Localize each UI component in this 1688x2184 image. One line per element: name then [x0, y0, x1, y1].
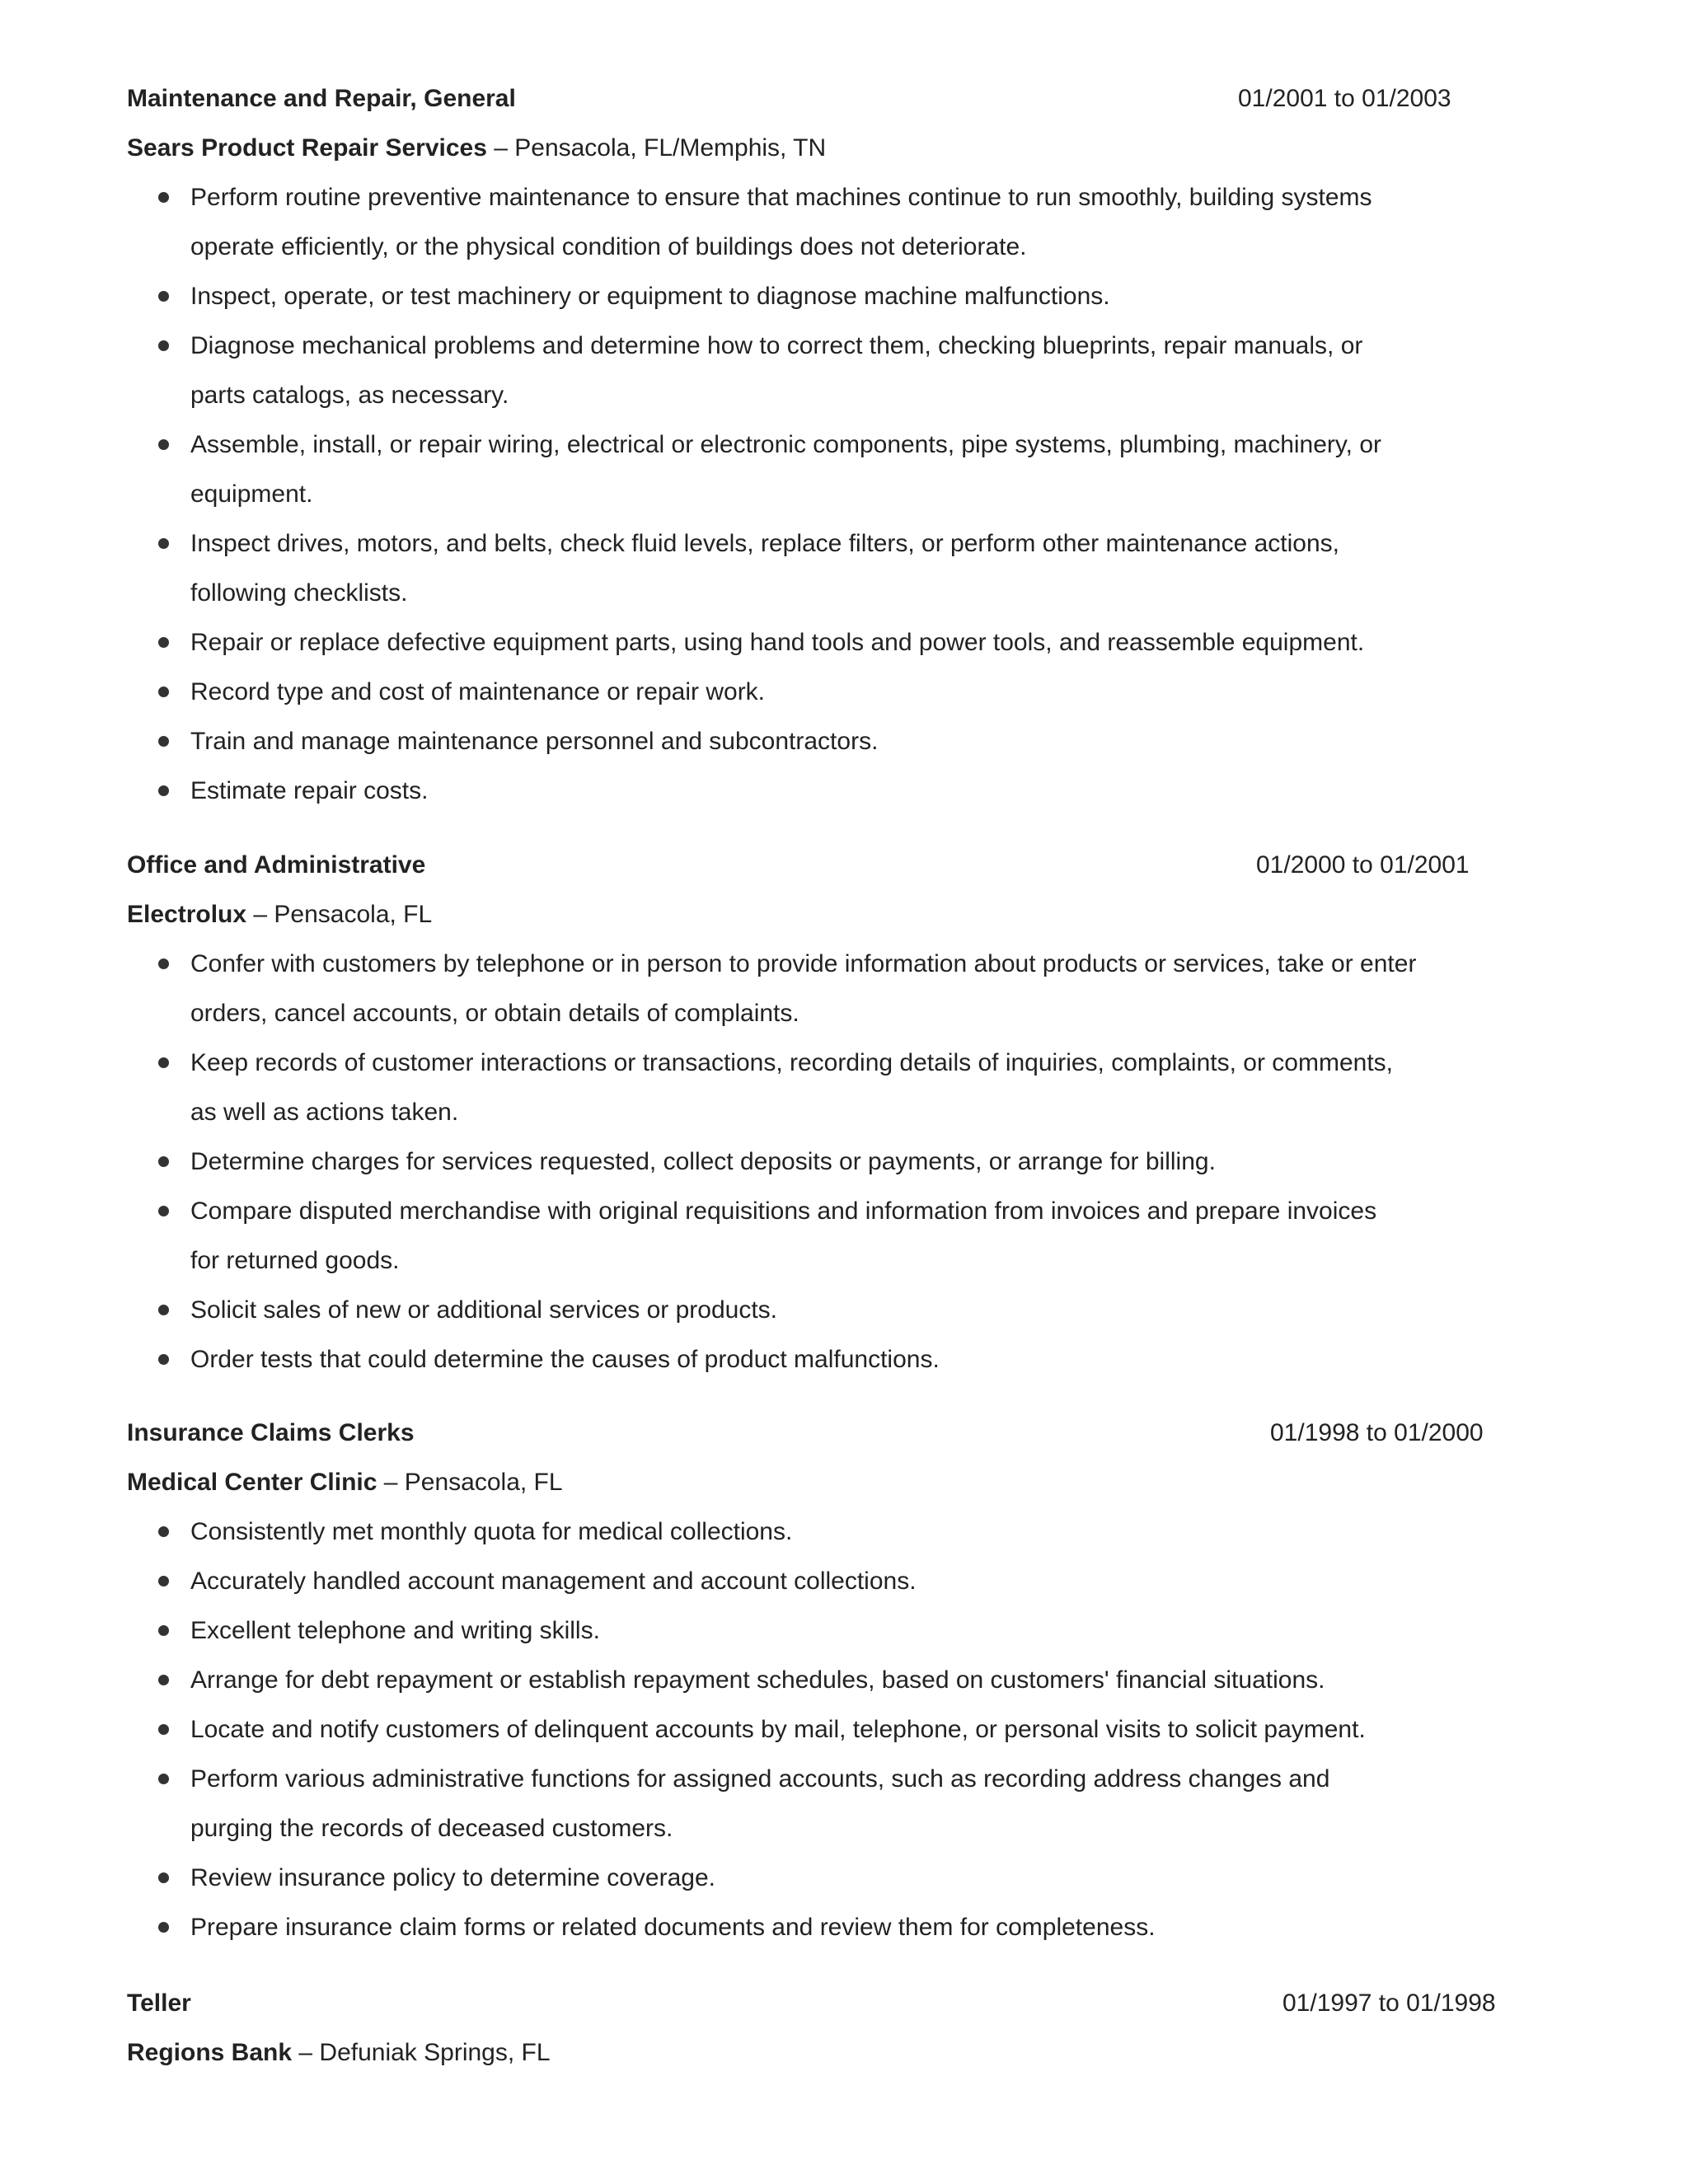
bullet-icon	[158, 736, 169, 747]
job-dates: 01/1997 to 01/1998	[1282, 1990, 1496, 2017]
bullet-icon	[158, 1774, 169, 1784]
duty-text: Train and manage maintenance personnel and subcontractors.	[190, 728, 879, 755]
duty-list-item	[127, 1038, 1594, 1137]
duty-list-item	[127, 940, 1594, 1038]
duty-list-item	[127, 272, 1594, 321]
duty-list-item	[127, 1755, 1594, 1854]
company-name: Electrolux	[127, 901, 247, 928]
job-entry	[127, 1979, 1528, 2078]
job-company-line	[127, 2028, 1528, 2078]
duty-list-item	[127, 1705, 1594, 1755]
job-company-line	[127, 1458, 1528, 1507]
bullet-icon	[158, 1625, 169, 1636]
bullet-icon	[158, 1057, 169, 1068]
duty-list-item	[127, 1854, 1594, 1903]
duty-text: Confer with customers by telephone or in person to provide information about products or services, take or enter	[190, 950, 1417, 977]
duty-text: Order tests that could determine the causes of product malfunctions.	[190, 1346, 940, 1373]
bullet-icon	[158, 1675, 169, 1685]
duty-text: Excellent telephone and writing skills.	[190, 1617, 600, 1644]
bullet-icon	[158, 1354, 169, 1365]
duty-list-item	[127, 1656, 1594, 1705]
bullet-icon	[158, 958, 169, 969]
duty-text: Determine charges for services requested, collect deposits or payments, or arrange for billing.	[190, 1148, 1216, 1175]
duty-text: Repair or replace defective equipment parts, using hand tools and power tools, and reassemble equipment.	[190, 629, 1365, 656]
company-location: – Defuniak Springs, FL	[292, 2039, 551, 2066]
duty-list-item	[127, 321, 1594, 420]
job-title: Teller	[127, 1990, 191, 2017]
duty-list-item	[127, 1557, 1594, 1606]
duty-list	[127, 173, 1528, 816]
duty-text: Consistently met monthly quota for medical collections.	[190, 1518, 793, 1545]
duty-text: purging the records of deceased customers.	[190, 1815, 673, 1842]
job-dates: 01/1998 to 01/2000	[1270, 1419, 1484, 1446]
company-location: – Pensacola, FL	[377, 1469, 563, 1496]
bullet-icon	[158, 1724, 169, 1735]
duty-text: Perform routine preventive maintenance to ensure that machines continue to run smoothly, building systems	[190, 184, 1372, 211]
job-dates: 01/2001 to 01/2003	[1238, 85, 1451, 112]
duty-list-item	[127, 1903, 1594, 1952]
duty-list-item	[127, 173, 1594, 272]
job-header	[127, 1979, 1528, 2028]
bullet-icon	[158, 1206, 169, 1216]
duty-text: Inspect, operate, or test machinery or equipment to diagnose machine malfunctions.	[190, 283, 1110, 310]
bullet-icon	[158, 785, 169, 796]
duty-list-item	[127, 519, 1594, 618]
bullet-icon	[158, 1576, 169, 1586]
duty-text: Inspect drives, motors, and belts, check fluid levels, replace filters, or perform other maintenance actions,	[190, 530, 1339, 557]
job-entry	[127, 1408, 1528, 1952]
duty-text: equipment.	[190, 480, 313, 508]
job-entry	[127, 841, 1528, 1385]
bullet-icon	[158, 1872, 169, 1883]
bullet-icon	[158, 538, 169, 549]
company-name: Regions Bank	[127, 2039, 293, 2066]
job-title: Maintenance and Repair, General	[127, 85, 516, 112]
company-location: – Pensacola, FL	[246, 901, 433, 928]
duty-list-item	[127, 668, 1594, 717]
duty-text: operate efficiently, or the physical condition of buildings does not deteriorate.	[190, 233, 1027, 260]
bullet-icon	[158, 340, 169, 351]
bullet-icon	[158, 1526, 169, 1537]
duty-text: for returned goods.	[190, 1247, 400, 1274]
duty-list-item	[127, 1286, 1594, 1335]
duty-text: Diagnose mechanical problems and determine how to correct them, checking blueprints, repair manuals, or	[190, 332, 1363, 359]
bullet-icon	[158, 1156, 169, 1167]
bullet-icon	[158, 1305, 169, 1315]
duty-text: Review insurance policy to determine coverage.	[190, 1864, 715, 1891]
job-header	[127, 841, 1528, 890]
duty-list-item	[127, 717, 1594, 766]
duty-list-item	[127, 1137, 1594, 1187]
company-name: Medical Center Clinic	[127, 1469, 377, 1496]
duty-list-item	[127, 1335, 1594, 1385]
bullet-icon	[158, 439, 169, 450]
job-company-line	[127, 124, 1528, 173]
duty-text: Prepare insurance claim forms or related documents and review them for completeness.	[190, 1914, 1156, 1941]
duty-text: Assemble, install, or repair wiring, electrical or electronic components, pipe systems, plumbing, machinery, or	[190, 431, 1382, 458]
duty-text: Accurately handled account management and account collections.	[190, 1568, 917, 1595]
duty-text: following checklists.	[190, 579, 408, 607]
duty-list-item	[127, 1606, 1594, 1656]
duty-text: Perform various administrative functions for assigned accounts, such as recording address changes and	[190, 1765, 1330, 1793]
job-entry	[127, 74, 1528, 816]
duty-list-item	[127, 766, 1594, 816]
duty-text: Arrange for debt repayment or establish repayment schedules, based on customers' financial situations.	[190, 1666, 1325, 1694]
duty-text: Compare disputed merchandise with original requisitions and information from invoices and prepare invoices	[190, 1197, 1377, 1225]
duty-list-item	[127, 618, 1594, 668]
job-title: Insurance Claims Clerks	[127, 1419, 415, 1446]
duty-text: Record type and cost of maintenance or repair work.	[190, 678, 766, 705]
duty-text: Estimate repair costs.	[190, 777, 429, 804]
job-header	[127, 74, 1528, 124]
job-title: Office and Administrative	[127, 851, 426, 879]
duty-text: parts catalogs, as necessary.	[190, 382, 509, 409]
company-name: Sears Product Repair Services	[127, 134, 487, 162]
duty-list	[127, 1507, 1528, 1952]
job-header	[127, 1408, 1528, 1458]
job-company-line	[127, 890, 1528, 940]
duty-list-item	[127, 1507, 1594, 1557]
bullet-icon	[158, 192, 169, 203]
bullet-icon	[158, 637, 169, 648]
duty-list-item	[127, 420, 1594, 519]
bullet-icon	[158, 291, 169, 302]
duty-text: Solicit sales of new or additional services or products.	[190, 1296, 778, 1324]
duty-text: Locate and notify customers of delinquent accounts by mail, telephone, or personal visits to solicit payment.	[190, 1716, 1366, 1743]
bullet-icon	[158, 1922, 169, 1933]
company-location: – Pensacola, FL/Memphis, TN	[486, 134, 827, 162]
duty-text: Keep records of customer interactions or transactions, recording details of inquiries, complaints, or comments,	[190, 1049, 1393, 1076]
duty-list-item	[127, 1187, 1594, 1286]
bullet-icon	[158, 687, 169, 697]
job-dates: 01/2000 to 01/2001	[1256, 851, 1470, 879]
duty-text: as well as actions taken.	[190, 1099, 459, 1126]
duty-text: orders, cancel accounts, or obtain details of complaints.	[190, 1000, 799, 1027]
duty-list	[127, 940, 1528, 1385]
